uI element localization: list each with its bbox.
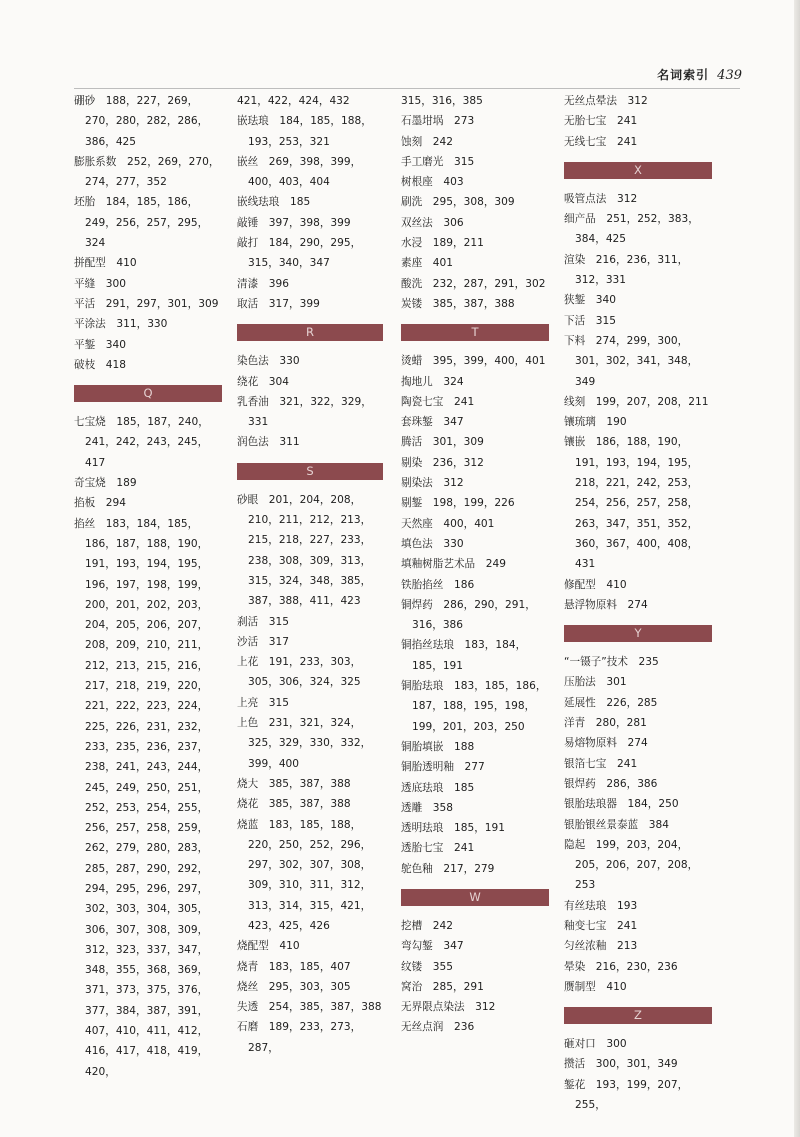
index-entry: 隐起 199，203，204，205，206，207，208，253 <box>564 838 699 892</box>
index-entry: 315，316，385 <box>401 95 483 107</box>
index-entry: 烧配型 410 <box>237 940 300 953</box>
index-entry: 弯勾錾 347 <box>401 940 464 953</box>
index-entry: 剔錾 198，199，226 <box>401 497 515 510</box>
index-entry: 刹活 315 <box>237 615 290 628</box>
index-entry: 剔染 236，312 <box>401 456 484 469</box>
index-entry: 烧青 183，185，407 <box>237 960 351 973</box>
index-entry: 掐板 294 <box>74 497 127 510</box>
index-entry: 有丝珐琅 193 <box>564 899 638 912</box>
index-entry: 悬浮物原料 274 <box>564 598 648 611</box>
index-entry: 硼砂 188，227，269，270，280，282，286，386，425 <box>74 95 209 148</box>
index-entry: 刷洗 295，308，309 <box>401 196 515 209</box>
index-entry: 上花 191，233，303，305，306，324，325 <box>237 656 362 689</box>
index-entry: 下料 274，299，300，301，302，341，348，349 <box>564 334 699 388</box>
index-entry: 破枝 418 <box>74 358 127 371</box>
index-entry: 石磨 189，233，273，287， <box>237 1021 362 1054</box>
index-entry: 洋青 280，281 <box>564 717 647 730</box>
index-entry: 攒活 300，301，349 <box>564 1058 678 1071</box>
index-entry: 素座 401 <box>401 257 454 270</box>
index-entry: 无丝点晕法 312 <box>564 95 648 107</box>
index-entry: 压胎法 301 <box>564 676 627 689</box>
index-entry: 赝制型 410 <box>564 980 627 993</box>
index-entry: 无线七宝 241 <box>564 135 638 148</box>
index-entry: 平涂法 311，330 <box>74 318 168 331</box>
section-header-q: Q <box>74 385 222 402</box>
index-entry: 挖槽 242 <box>401 919 454 932</box>
index-entry: 修配型 410 <box>564 578 627 591</box>
index-entry: 石墨坩埚 273 <box>401 115 475 128</box>
index-entry: 无丝点润 236 <box>401 1021 475 1034</box>
section-header-w: W <box>401 889 549 906</box>
index-entry: 透胎七宝 241 <box>401 842 475 855</box>
index-entry: 银胎珐琅器 184，250 <box>564 798 679 811</box>
index-entry: 烧大 385，387，388 <box>237 777 351 790</box>
index-entry: 乳香油 321，322，329，331 <box>237 395 372 429</box>
index-entry: 树根座 403 <box>401 176 464 189</box>
index-column-2 <box>237 91 383 1058</box>
index-entry: 砸对口 300 <box>564 1038 627 1051</box>
index-entry: 填色法 330 <box>401 537 464 550</box>
index-entry: 透雕 358 <box>401 801 454 814</box>
index-entry: 敲打 184，290，295，315，340，347 <box>237 237 362 270</box>
section-header-s: S <box>237 463 383 480</box>
index-entry: 吸管点法 312 <box>564 192 638 205</box>
index-entry: 嵌线珐琅 185 <box>237 196 311 209</box>
index-entry: 烧丝 295，303，305 <box>237 980 351 993</box>
index-entry: 铜焊药 286，290，291，316，386 <box>401 598 536 632</box>
index-entry: 剔染法 312 <box>401 477 464 490</box>
index-entry: 掐丝 183，184，185，186，187，188，190，191，193，194，195，196，197，198，199，200，201，202，203，204，205，206，207，208，209，210，211，212，213，215，216，217，218，219，220，221，222，223，224，225，226，231，232，233，235，236，237，238，241，243，244，245，249，250，251，252，253，254，255，256，257，258，259，262，279，280，283，285，287，290，292，294，295，296，297，302，303，304，305，306，307，308，309，312，323，337，347，348，355，368，369，371，373，375，376，377，384，387，391，407，410，411，412，416，417，418，419，420， <box>74 517 209 1078</box>
index-column-3 <box>401 91 549 1038</box>
index-entry: 铁胎掐丝 186 <box>401 578 475 591</box>
index-entry: 套珠錾 347 <box>401 416 464 429</box>
index-entry: 奇宝烧 189 <box>74 477 137 490</box>
index-entry: 沙活 317 <box>237 635 290 648</box>
page-edge <box>794 0 800 1137</box>
index-entry: 鸵色釉 217，279 <box>401 862 495 875</box>
index-entry: 铜掐丝珐琅 183，184，185，191 <box>401 639 527 672</box>
index-entry: 无界限点染法 312 <box>401 1001 496 1014</box>
index-entry: 狭錾 340 <box>564 294 617 307</box>
index-entry: 细产品 251，252，383，384，425 <box>564 213 699 246</box>
index-entry: 天然座 400，401 <box>401 517 495 530</box>
index-entry: 银焊药 286，386 <box>564 777 658 790</box>
index-entry: 铜胎填嵌 188 <box>401 740 475 753</box>
section-header-y: Y <box>564 625 712 642</box>
index-entry: 易熔物原料 274 <box>564 737 648 750</box>
index-entry: 绕花 304 <box>237 375 290 388</box>
index-entry: 纹镂 355 <box>401 960 454 973</box>
index-entry: 填釉树脂艺术品 249 <box>401 558 506 571</box>
index-entry: 坯胎 184，185，186，249，256，257，295，324 <box>74 196 209 250</box>
index-entry: 镶嵌 186，188，190，191，193，194，195，218，221，242，253，254，256，257，258，263，347，351，352，360，367，400，408，431 <box>564 436 699 571</box>
index-entry: 染色法 330 <box>237 355 300 368</box>
index-entry: 银箔七宝 241 <box>564 757 638 770</box>
index-entry: 铜胎珐琅 183，185，186，187，188，195，198，199，201，203，250 <box>401 680 547 733</box>
index-entry: 酸洗 232，287，291，302 <box>401 277 546 290</box>
index-entry: 手工磨光 315 <box>401 155 475 168</box>
index-entry: 炭镂 385，387，388 <box>401 297 515 310</box>
index-entry: 烧蓝 183，185，188，220，250，252，296，297，302，307，308，309，310，311，312，313，314，315，421，423，425，426 <box>237 818 372 932</box>
index-entry: 平活 291，297，301，309 <box>74 297 219 310</box>
index-entry: 渲染 216，236，311，312，331 <box>564 253 689 287</box>
index-column-1 <box>74 91 222 1082</box>
page-header <box>657 66 742 83</box>
index-entry: 取活 317，399 <box>237 297 320 310</box>
index-entry: 无胎七宝 241 <box>564 115 638 128</box>
index-entry: 膨胀系数 252，269，270，274，277，352 <box>74 155 220 189</box>
index-entry: 镶琉璃 190 <box>564 416 627 429</box>
index-entry: 晕染 216，230，236 <box>564 960 678 973</box>
index-entry: 平缝 300 <box>74 277 127 290</box>
index-entry: 腾活 301，309 <box>401 436 484 449</box>
section-header-r: R <box>237 324 383 341</box>
index-entry: 上亮 315 <box>237 696 290 709</box>
index-entry: 蚀刻 242 <box>401 135 454 148</box>
index-entry: 烧花 385，387，388 <box>237 798 351 811</box>
index-entry: 嵌丝 269，398，399，400，403，404 <box>237 155 362 189</box>
index-entry: 錾花 193，199，207，255， <box>564 1078 689 1112</box>
index-column-4 <box>564 91 712 1115</box>
index-entry: 421，422，424，432 <box>237 95 350 107</box>
index-entry: 水浸 189，211 <box>401 237 484 250</box>
page-number: 439 <box>717 68 742 83</box>
index-entry: 润色法 311 <box>237 436 300 449</box>
index-entry: “一镊子”技术 235 <box>564 656 659 669</box>
index-entry: 线刻 199，207，208，211 <box>564 395 709 408</box>
section-header-t: T <box>401 324 549 341</box>
index-entry: 透底珐琅 185 <box>401 781 475 794</box>
index-entry: 匀丝浓釉 213 <box>564 940 638 953</box>
index-entry: 铜胎透明釉 277 <box>401 761 485 774</box>
index-entry: 烫蜡 395，399，400，401 <box>401 355 546 368</box>
index-entry: 延展性 226，285 <box>564 696 658 709</box>
index-entry: 七宝烧 185，187，240，241，242，243，245，417 <box>74 416 209 469</box>
index-entry: 平錾 340 <box>74 338 127 351</box>
index-entry: 嵌珐琅 184，185，188，193，253，321 <box>237 115 372 148</box>
index-entry: 双丝法 306 <box>401 216 464 229</box>
index-entry: 釉变七宝 241 <box>564 919 638 932</box>
index-entry: 陶瓷七宝 241 <box>401 395 475 408</box>
index-entry: 敲锤 397，398，399 <box>237 216 351 229</box>
running-title: 名词索引 <box>657 68 710 82</box>
header-rule <box>74 88 740 89</box>
index-entry: 窝治 285，291 <box>401 980 484 993</box>
index-entry: 掏地儿 324 <box>401 375 464 388</box>
index-entry: 下活 315 <box>564 314 617 327</box>
section-header-x: X <box>564 162 712 179</box>
index-entry: 拼配型 410 <box>74 257 137 270</box>
index-entry: 透明珐琅 185，191 <box>401 822 506 835</box>
index-entry: 失透 254，385，387，388 <box>237 1001 382 1014</box>
section-header-z: Z <box>564 1007 712 1024</box>
index-entry: 清漆 396 <box>237 277 290 290</box>
index-entry: 上色 231，321，324，325，329，330，332，399，400 <box>237 717 372 770</box>
index-entry: 银胎银丝景泰蓝 384 <box>564 818 669 831</box>
index-entry: 砂眼 201，204，208，210，211，212，213，215，218，227，233，238，308，309，313，315，324，348，385，387，388，411，423 <box>237 493 372 608</box>
